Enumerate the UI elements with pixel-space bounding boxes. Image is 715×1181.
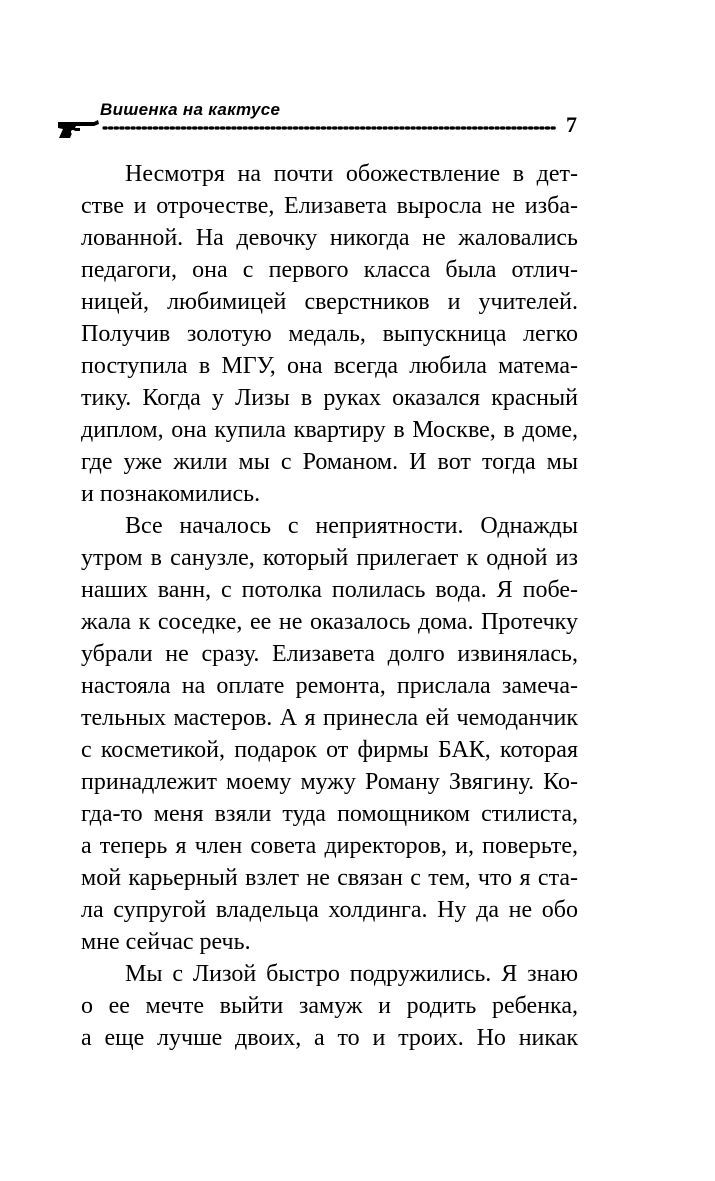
dotted-rule bbox=[102, 125, 558, 131]
book-title: Вишенка на кактусе bbox=[100, 100, 281, 119]
text-line: Получив золотую медаль, выпускница легко bbox=[81, 321, 578, 347]
text-line: ла супругой владельца холдинга. Ну да не обо bbox=[81, 897, 578, 923]
text-line: принадлежит моему мужу Роману Звягину. Ко- bbox=[81, 769, 578, 795]
text-line: где уже жили мы с Романом. И вот тогда мы bbox=[81, 449, 578, 475]
text-line: жала к соседке, ее не оказалось дома. Протечку bbox=[81, 609, 578, 635]
text-line: ницей, любимицей сверстников и учителей. bbox=[81, 289, 578, 315]
body-text bbox=[81, 158, 578, 1054]
text-line: а теперь я член совета директоров, и, поверьте, bbox=[81, 833, 578, 859]
text-line: а еще лучше двоих, а то и троих. Но никак bbox=[81, 1025, 578, 1051]
revolver-icon bbox=[54, 118, 100, 140]
text-line: диплом, она купила квартиру в Москве, в доме, bbox=[81, 417, 578, 443]
text-line: Несмотря на почти обожествление в дет- bbox=[125, 161, 578, 187]
text-line: лованной. На девочку никогда не жаловались bbox=[81, 225, 578, 251]
text-line: поступила в МГУ, она всегда любила матема- bbox=[81, 353, 578, 379]
text-line: тельных мастеров. А я принесла ей чемоданчик bbox=[81, 705, 578, 731]
running-header bbox=[54, 92, 594, 150]
text-line: тику. Когда у Лизы в руках оказался красный bbox=[81, 385, 578, 411]
text-line: мой карьерный взлет не связан с тем, что я ста- bbox=[81, 865, 578, 891]
text-line: Все началось с неприятности. Однажды bbox=[125, 513, 578, 539]
text-line: утром в санузле, который прилегает к одной из bbox=[81, 545, 578, 571]
text-line: гда-то меня взяли туда помощником стилиста, bbox=[81, 801, 578, 827]
text-line: наших ванн, с потолка полилась вода. Я побе- bbox=[81, 577, 578, 603]
text-line: с косметикой, подарок от фирмы БАК, которая bbox=[81, 737, 578, 763]
text-line: педагоги, она с первого класса была отлич- bbox=[81, 257, 578, 283]
text-line: стве и отрочестве, Елизавета выросла не изба- bbox=[81, 193, 578, 219]
text-line: мне сейчас речь. bbox=[81, 929, 251, 955]
text-line: убрали не сразу. Елизавета долго извинялась, bbox=[81, 641, 578, 667]
text-line: настояла на оплате ремонта, прислала замеча- bbox=[81, 673, 578, 699]
text-line: о ее мечте выйти замуж и родить ребенка, bbox=[81, 993, 578, 1019]
page-number: 7 bbox=[566, 112, 577, 137]
text-line: Мы с Лизой быстро подружились. Я знаю bbox=[125, 961, 578, 987]
text-line: и познакомились. bbox=[81, 481, 261, 507]
